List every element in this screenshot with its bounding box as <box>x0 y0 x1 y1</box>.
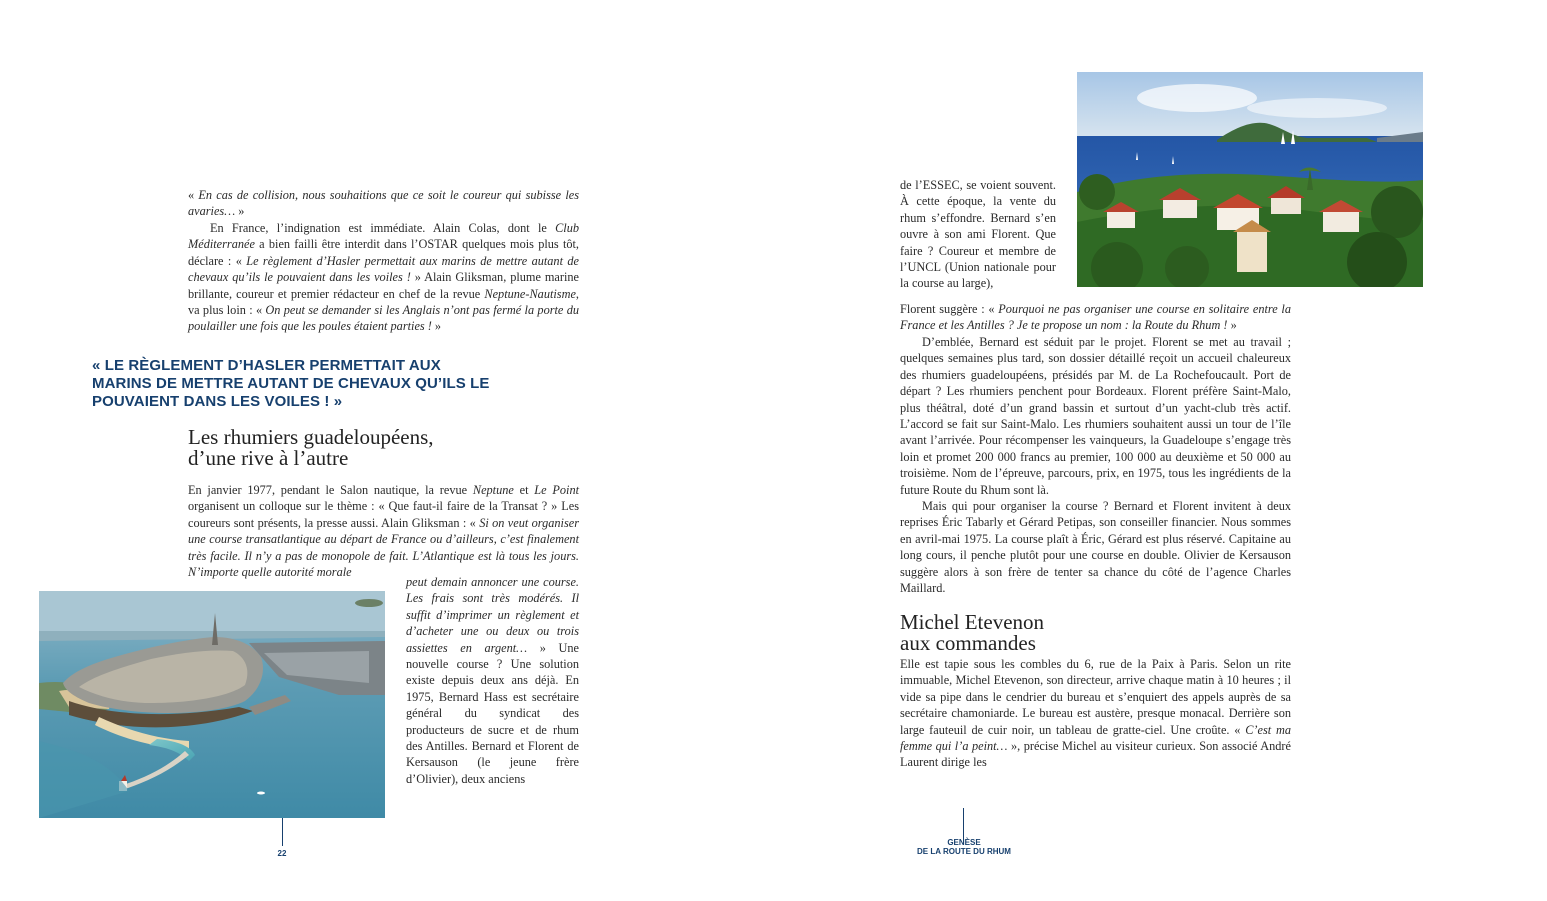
left-page <box>0 0 773 901</box>
running-footer <box>903 838 1025 856</box>
paragraph-colloque-continued <box>406 574 579 787</box>
text-run: En France, l’indignation est immédiate. Alain Colas, dont le <box>210 221 556 235</box>
text-run: Le règlement d’Hasler permettait aux marins de mettre autant de chevaux qu’ils le pouvaient dans les voiles ! <box>188 253 579 285</box>
paragraph-agence <box>900 656 1291 771</box>
paragraph-essec <box>900 177 1056 292</box>
text-run: « <box>188 188 199 202</box>
guadeloupe-bay-illustration <box>1077 72 1423 287</box>
text-run: Pourquoi ne pas organiser une course en solitaire entre la France et les Antilles ? Je te propose un nom : la Route du Rhum ! <box>900 302 1291 333</box>
text-run: , va plus loin : « <box>188 286 579 318</box>
text-run: En cas de collision, nous souhaitions que ce soit le coureur qui subisse les avaries… <box>188 188 579 219</box>
subheading-etevenon <box>900 612 1044 654</box>
text-run: peut demain annoncer une course. Les frais sont très modérés. Il suffit d’imprimer un règlement et d’acheter une ou deux ou trois assiettes en argent… <box>406 575 579 655</box>
subheading-etevenon-line1: Michel Etevenon <box>900 610 1045 634</box>
text-run: Florent suggère : « <box>900 302 999 316</box>
subheading-rhumiers-line1: Les rhumiers guadeloupéens, <box>188 425 434 449</box>
text-run: de l’ESSEC, se voient souvent. À cette époque, la vente du rhum s’effondre. Bernard s’en ouvre à son ami Florent. Que faire ? Coureur et membre de l’UNCL (Union nationale pour la course au large), <box>900 178 1056 291</box>
text-run: », précise Michel au visiteur curieux. Son associé André Laurent dirige les <box>900 739 1291 770</box>
subheading-rhumiers-line2: d’une rive à l’autre <box>188 446 349 470</box>
running-footer-line1: GENÈSE <box>947 838 981 847</box>
paragraph-colloque <box>188 482 579 580</box>
right-page <box>773 0 1547 901</box>
intro-quote <box>188 187 579 220</box>
saint-malo-aerial-illustration <box>39 591 385 818</box>
text-run: Neptune-Nautisme <box>484 286 576 301</box>
text-run: En janvier 1977, pendant le Salon nautique, la revue <box>188 483 473 497</box>
text-run: Club Méditerranée <box>188 221 579 252</box>
text-run: Elle est tapie sous les combles du 6, rue de la Paix à Paris. Selon un rite immuable, Michel Etevenon, son directeur, arrive chaque matin à 10 heures ; il vide sa pipe dans le cendrier du bureau et s’enquiert des appels auprès de sa secrétaire chamoniarde. Le bureau est austère, presque monacal. Derrière son large fauteuil de cuir noir, un tableau de gratte-ciel. Une croûte. « <box>900 657 1291 737</box>
text-run: Neptune <box>472 483 514 497</box>
subheading-rhumiers <box>188 427 434 469</box>
pull-quote: « LE RÈGLEMENT D’HASLER PERMETTAIT AUX MARINS DE METTRE AUTANT DE CHEVAUX QU’ILS LE POUVAIENT DANS LES VOILES ! » <box>92 357 490 410</box>
paragraph-projet: D’emblée, Bernard est séduit par le projet. Florent se met au travail ; quelques semaines plus tard, son dossier détaillé reçoit un accueil chaleureux des rhumiers guadeloupéens, présidés par M. de La Rochefoucault. Port de départ ? Les rhumiers penchent pour Bordeaux. Florent préfère Saint-Malo, plus théâtral, doté d’un grand bassin et surtout d’un yacht-club très actif. L’accord se fait sur Saint-Malo. Les rhumiers souhaitent aussi un tour de l’île avant l’arrivée. Pour récompenser les vainqueurs, la Guadeloupe s’engage très loin et promet 200 000 francs au premier, 100 000 au deuxième et 50 000 au troisième. Nom de l’épreuve, parcours, prix, en 1975, tous les ingrédients de la future Route du Rhum sont là. <box>900 335 1291 497</box>
paragraph-organiser: Mais qui pour organiser la course ? Bernard et Florent invitent à deux reprises Éric Tabarly et Gérard Petipas, son conseiller financier. Nous sommes en avril-mai 1975. La course plaît à Éric, Gérard est plus réservé. Capitaine au long cours, il penche plutôt pour une course en double. Olivier de Kersauson suggère alors à son frère de tenter sa chance du côté de l’agence Charles Maillard. <box>900 499 1291 596</box>
text-run: et <box>513 483 535 497</box>
text-run: C’est ma femme qui l’a peint… <box>900 722 1292 754</box>
text-run: » <box>431 319 442 334</box>
page-number: 22 <box>277 849 287 858</box>
text-run: Le Point <box>534 483 580 497</box>
guadeloupe-bay-photo <box>1077 72 1423 287</box>
text-run: » <box>1227 318 1237 333</box>
text-run: organisent un colloque sur le thème : « Que faut-il faire de la Transat ? » Les coureurs sont présents, la presse aussi. Alain Gliksman : « <box>188 499 579 530</box>
text-run: » Alain Gliksman, plume marine brillante, coureur et premier rédacteur en chef de la revue <box>188 270 580 301</box>
paragraph-florent-suggestion <box>900 301 1291 334</box>
text-run: Si on veut organiser une course transatlantique au départ de France ou d’ailleurs, c’est finalement très facile. Il n’y a pas de monopole de fait. L’Atlantique est là tous les jours. N’importe quelle autorité morale <box>188 515 580 580</box>
saint-malo-aerial-photo <box>39 591 385 818</box>
subheading-etevenon-line2: aux commandes <box>900 631 1036 655</box>
text-run: » <box>235 204 245 219</box>
text-run: » Une nouvelle course ? Une solution existe depuis deux ans déjà. En 1975, Bernard Hass est secrétaire général du syndicat des producteurs de sucre et de rhum des Antilles. Bernard et Florent de Kersauson (le jeune frère d’Olivier), deux anciens <box>406 640 579 786</box>
left-folio-rule <box>282 818 283 846</box>
text-run: a bien failli être interdit dans l’OSTAR quelques mois plus tôt, déclare : « <box>188 237 579 268</box>
running-footer-line2: DE LA ROUTE DU RHUM <box>917 847 1011 856</box>
paragraph-indignation <box>188 220 579 335</box>
text-run: On peut se demander si les Anglais n’ont pas fermé la porte du poulailler une fois que les poules étaient parties ! <box>188 303 579 334</box>
